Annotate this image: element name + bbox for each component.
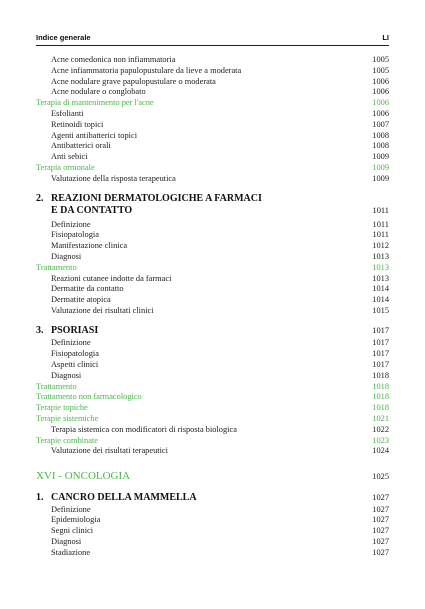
chapter-title-line-2: E DA CONTATTO (51, 205, 133, 217)
toc-entry-title: Dermatite da contatto (51, 284, 124, 294)
toc-entry[interactable] (36, 55, 389, 66)
toc-entry[interactable] (36, 109, 389, 120)
toc-entry-title: Agenti antibatterici topici (51, 130, 138, 140)
toc-entry-page: 1018 (372, 381, 389, 391)
toc-entry-page: 1014 (372, 284, 389, 294)
toc-entry-page: 1022 (372, 424, 389, 434)
toc-entry-page: 1027 (372, 526, 389, 536)
toc-entry-page: 1005 (372, 65, 389, 75)
toc-entry[interactable] (36, 152, 389, 163)
toc-entry-page: 1018 (372, 403, 389, 413)
toc-entry[interactable] (36, 66, 389, 77)
toc-entry-title: Manifestazione clinica (51, 241, 128, 251)
toc-entry-page: 1027 (372, 504, 389, 514)
toc-entry-page: 1027 (372, 547, 389, 557)
toc-entry-page: 1018 (372, 370, 389, 380)
toc-entry-title: Terapie topiche (36, 403, 88, 413)
toc-entry[interactable] (36, 252, 389, 263)
toc-entry[interactable] (36, 163, 389, 174)
toc-entry-title: Acne comedonica non infiammatoria (51, 55, 176, 64)
toc-entry-page: 1023 (372, 435, 389, 445)
toc-entry[interactable] (36, 241, 389, 252)
toc-entry-page: 1017 (372, 338, 389, 348)
toc-entry-title: Fisiopatologia (51, 349, 99, 359)
toc-entry[interactable] (36, 505, 389, 516)
toc-entry-title: Aspetti clinici (51, 359, 99, 369)
toc-entry[interactable] (36, 446, 389, 457)
toc-entry-title: Definizione (51, 338, 91, 348)
toc-entry[interactable] (36, 220, 389, 231)
toc-entry-title: Segni clinici (51, 526, 94, 536)
toc-entry-page: 1009 (372, 173, 389, 183)
table-of-contents (36, 55, 389, 559)
toc-block-mammella (36, 505, 389, 559)
toc-entry[interactable] (36, 382, 389, 393)
chapter-page: 1017 (372, 325, 389, 335)
header-rule (36, 45, 389, 46)
chapter-1-heading[interactable] (36, 492, 389, 505)
chapter-title-line-1: REAZIONI DERMATOLOGICHE A FARMACI (51, 192, 262, 204)
chapter-number: 1. (36, 492, 44, 504)
toc-entry-title: Stadiazione (51, 547, 91, 557)
toc-entry[interactable] (36, 403, 389, 414)
toc-entry-title: Definizione (51, 504, 91, 514)
toc-entry[interactable] (36, 263, 389, 274)
toc-entry-page: 1015 (372, 305, 389, 315)
toc-entry[interactable] (36, 120, 389, 131)
toc-entry-title: Diagnosi (51, 251, 82, 261)
toc-entry-title: Terapie combinate (36, 435, 98, 445)
toc-block-psoriasi (36, 338, 389, 457)
toc-entry-title: Trattamento (36, 381, 77, 391)
toc-entry-title: Anti sebici (51, 152, 88, 162)
toc-entry-page: 1024 (372, 446, 389, 456)
toc-entry[interactable] (36, 360, 389, 371)
toc-entry[interactable] (36, 338, 389, 349)
toc-entry[interactable] (36, 98, 389, 109)
toc-entry[interactable] (36, 230, 389, 241)
toc-entry-page: 1006 (372, 98, 389, 108)
chapter-number: 2. (36, 192, 44, 204)
toc-entry-title: Trattamento (36, 262, 77, 272)
toc-entry[interactable] (36, 425, 389, 436)
toc-entry-title: Reazioni cutanee indotte da farmaci (51, 273, 172, 283)
toc-entry-title: Fisiopatologia (51, 230, 99, 240)
toc-entry[interactable] (36, 414, 389, 425)
toc-entry-title: Dermatite atopica (51, 295, 111, 305)
toc-entry-title: Valutazione dei risultati terapeutici (51, 446, 168, 456)
toc-entry[interactable] (36, 141, 389, 152)
toc-entry-page: 1014 (372, 295, 389, 305)
toc-entry-page: 1018 (372, 392, 389, 402)
toc-entry-page: 1021 (372, 413, 389, 423)
toc-entry-title: Acne nodulare grave papulopustulare o moderata (51, 76, 216, 86)
toc-entry[interactable] (36, 537, 389, 548)
toc-entry-page: 1017 (372, 359, 389, 369)
toc-entry-title: Acne infiammatoria papulopustulare da lieve a moderata (51, 65, 242, 75)
toc-entry-page: 1017 (372, 349, 389, 359)
toc-entry-page: 1013 (372, 273, 389, 283)
toc-entry-page: 1006 (372, 108, 389, 118)
toc-entry[interactable] (36, 436, 389, 447)
toc-entry-page: 1013 (372, 251, 389, 261)
toc-entry-page: 1009 (372, 152, 389, 162)
toc-entry-title: Definizione (51, 219, 91, 229)
header-title: Indice generale (36, 33, 91, 42)
toc-entry[interactable] (36, 131, 389, 142)
toc-entry-title: Terapia sistemica con modificatori di risposta biologica (51, 424, 237, 434)
toc-entry-title: Valutazione della risposta terapeutica (51, 173, 176, 183)
toc-block-acne (36, 55, 389, 185)
toc-entry-page: 1008 (372, 130, 389, 140)
toc-entry-title: Terapia di mantenimento per l'acne (36, 98, 154, 108)
toc-entry-title: Terapia ormonale (36, 162, 95, 172)
toc-entry-title: Acne nodulare o conglobato (51, 87, 146, 97)
toc-entry[interactable] (36, 295, 389, 306)
toc-entry-page: 1027 (372, 515, 389, 525)
toc-entry-page: 1006 (372, 76, 389, 86)
toc-entry[interactable] (36, 526, 389, 537)
chapter-2-heading[interactable] (36, 193, 389, 218)
chapter-title: PSORIASI (51, 324, 99, 336)
chapter-title: CANCRO DELLA MAMMELLA (51, 492, 197, 504)
toc-entry-title: Epidemiologia (51, 515, 101, 525)
toc-entry-title: Retinoidi topici (51, 119, 104, 129)
toc-entry-title: Terapie sistemiche (36, 413, 99, 423)
toc-entry[interactable] (36, 174, 389, 185)
toc-entry-title: Esfolianti (51, 108, 84, 118)
toc-entry-title: Diagnosi (51, 537, 82, 547)
toc-entry[interactable] (36, 77, 389, 88)
toc-block-reazioni (36, 220, 389, 317)
toc-entry[interactable] (36, 392, 389, 403)
toc-entry-page: 1005 (372, 55, 389, 64)
toc-entry[interactable] (36, 548, 389, 559)
running-header (36, 33, 389, 45)
chapter-3-heading[interactable] (36, 325, 389, 338)
toc-entry-page: 1006 (372, 87, 389, 97)
toc-entry-title: Antibatterici orali (51, 141, 111, 151)
toc-entry-title: Diagnosi (51, 370, 82, 380)
section-heading[interactable] (36, 470, 389, 484)
toc-entry-title: Trattamento non farmacologico (36, 392, 142, 402)
section-page: 1025 (372, 472, 389, 482)
chapter-number: 3. (36, 324, 44, 336)
toc-entry-page: 1007 (372, 119, 389, 129)
toc-entry[interactable] (36, 306, 389, 317)
toc-entry[interactable] (36, 515, 389, 526)
toc-entry[interactable] (36, 371, 389, 382)
toc-entry[interactable] (36, 87, 389, 98)
chapter-page: 1011 (372, 206, 389, 216)
toc-entry[interactable] (36, 349, 389, 360)
toc-entry-page: 1011 (372, 230, 389, 240)
toc-entry-page: 1008 (372, 141, 389, 151)
toc-entry[interactable] (36, 284, 389, 295)
toc-entry-page: 1027 (372, 537, 389, 547)
toc-entry[interactable] (36, 274, 389, 285)
chapter-page: 1027 (372, 493, 389, 503)
toc-entry-page: 1009 (372, 162, 389, 172)
toc-entry-title: Valutazione dei risultati clinici (51, 305, 154, 315)
section-title: XVI - ONCOLOGIA (36, 470, 131, 483)
toc-entry-page: 1013 (372, 262, 389, 272)
toc-entry-page: 1011 (372, 219, 389, 229)
toc-entry-page: 1012 (372, 241, 389, 251)
header-page-number: LI (382, 33, 389, 42)
